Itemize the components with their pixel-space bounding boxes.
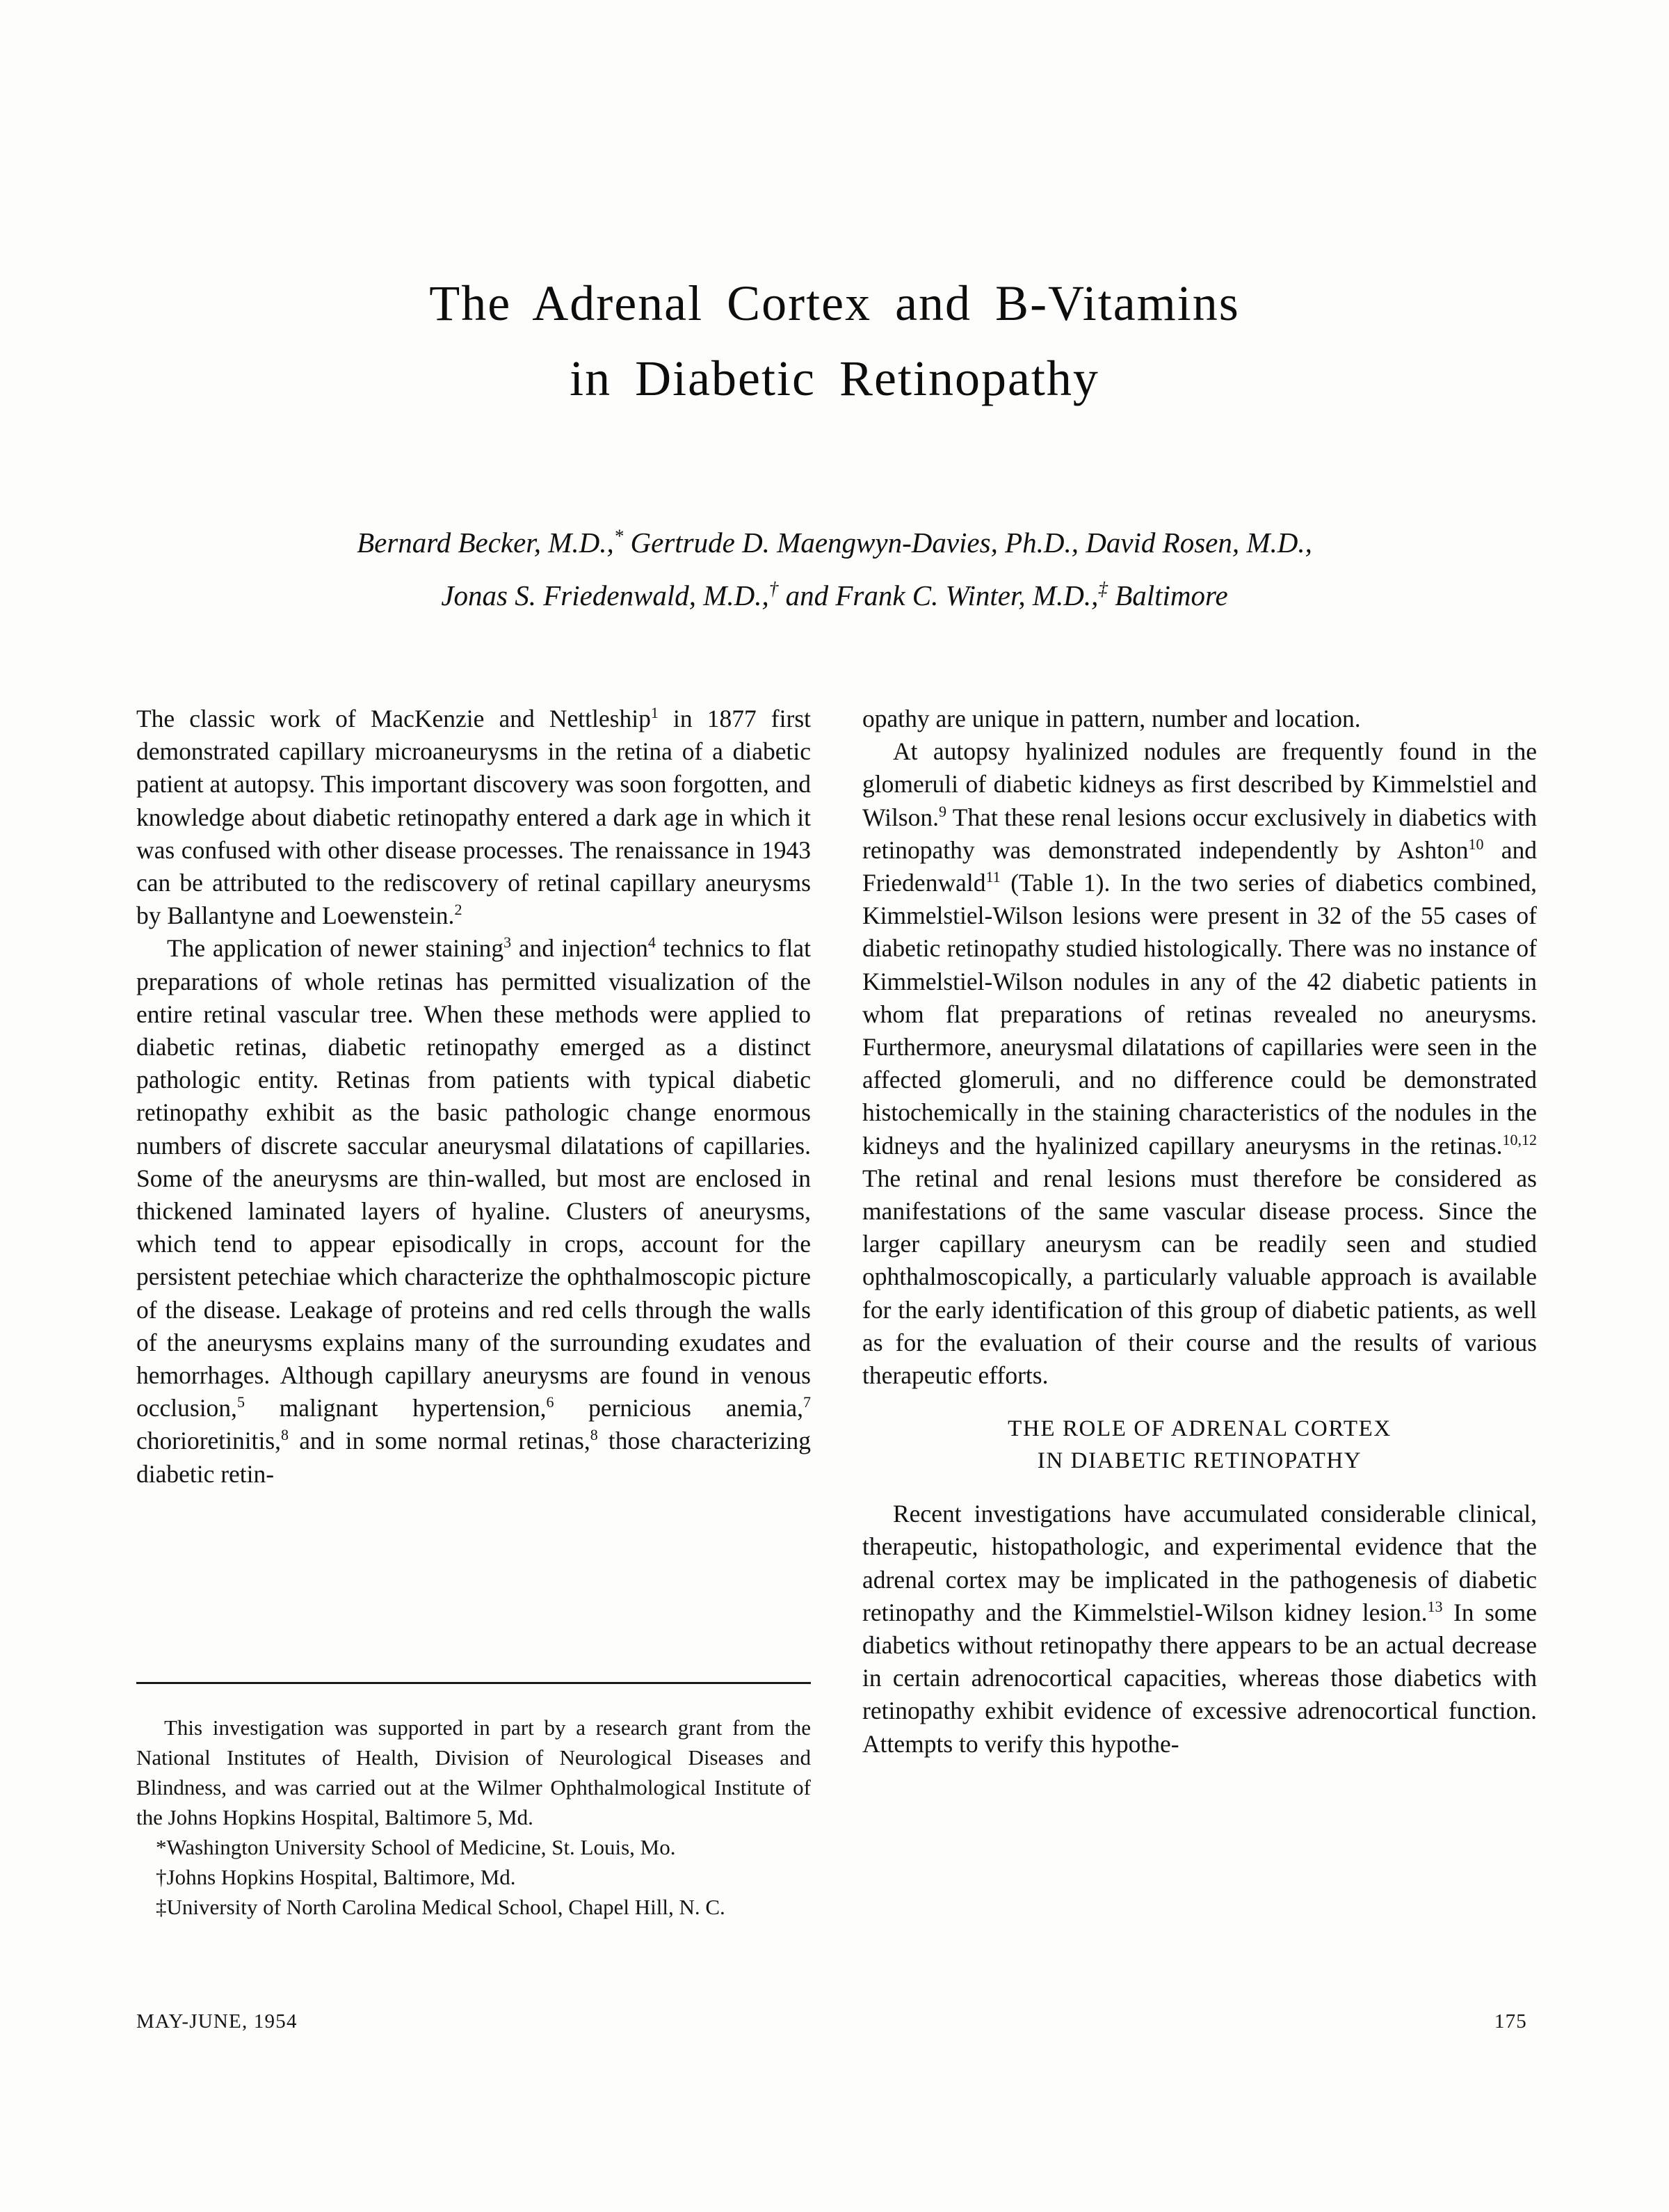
reference-marker-2: 2	[454, 901, 462, 919]
body-column-left	[136, 703, 811, 1491]
footer-page-number: 175	[1494, 2010, 1527, 2033]
para3-text-e: The retinal and renal lesions must therefore be considered as manifestations of the same vascular disease process. Since the larger capillary aneurysm can be readily seen and studied ophthalmoscopically, a particularly valuable approach is available for the early identification of this group of diabetic patients, as well as for the evaluation of their course and the results of various therapeutic efforts.	[862, 1164, 1537, 1390]
para3-text-d: (Table 1). In the two series of diabetics combined, Kimmelstiel-Wilson lesions were present in 32 of the 55 cases of diabetic retinopathy studied histologically. There was no instance of Kimmelstiel-Wilson nodules in any of the 42 diabetic patients in whom flat preparations of retinas revealed no aneurysms. Furthermore, aneurysmal dilatations of capillaries were seen in the affected glomeruli, and no difference could be demonstrated histochemically in the staining characteristics of the nodules in the kidneys and the hyalinized capillary aneurysms in the retinas.	[862, 869, 1537, 1160]
footnote-block	[136, 1713, 811, 1922]
section-heading-adrenal-cortex	[862, 1413, 1537, 1477]
body-column-right	[862, 703, 1537, 1761]
footnote-divider-rule	[136, 1682, 811, 1684]
reference-marker-7: 7	[803, 1393, 811, 1411]
paragraph-4	[862, 1498, 1537, 1761]
para2-text-g: and in some normal retinas,	[289, 1427, 590, 1455]
footnote-ddagger: ‡University of North Carolina Medical School, Chapel Hill, N. C.	[156, 1895, 725, 1919]
reference-marker-8: 8	[281, 1426, 289, 1444]
paragraph-2	[136, 932, 811, 1490]
footer-issue-date: MAY-JUNE, 1954	[136, 2010, 298, 2033]
para2-text-d: malignant hypertension,	[244, 1394, 547, 1422]
para3-text-c: and Friedenwald	[862, 835, 1537, 897]
para2-text-c: technics to flat preparations of whole retinas has permitted visualization of the entire retinal vascular tree. When these methods were applied to diabetic retinas, diabetic retinopathy emerged as a distinct pathologic entity. Retinas from patients with typical diabetic retinopathy exhibit as the basic pathologic change enormous numbers of discrete saccular aneurysmal dilatations of capillaries. Some of the aneurysms are thin-walled, but most are enclosed in thickened laminated layers of hyaline. Clusters of aneurysms, which tend to appear episodically in crops, account for the persistent petechiae which characterize the ophthalmoscopic picture of the disease. Leakage of proteins and red cells through the walls of the aneurysms explains many of the surrounding exudates and hemorrhages. Although capillary aneurysms are found in venous occlusion,	[136, 934, 811, 1422]
reference-marker-3: 3	[503, 933, 512, 952]
paragraph-2-continuation: opathy are unique in pattern, number and location.	[862, 705, 1361, 732]
author-city: Baltimore	[1107, 579, 1228, 611]
reference-marker-8b: 8	[590, 1426, 598, 1444]
author-line-1	[125, 516, 1544, 569]
para2-text-e: pernicious anemia,	[554, 1394, 803, 1422]
author-names-rest-1: Gertrude D. Maengwyn-Davies, Ph.D., David Rosen, M.D.,	[623, 527, 1312, 559]
reference-marker-5: 5	[236, 1393, 245, 1411]
reference-marker-10: 10	[1468, 835, 1484, 853]
para3-text-a: At autopsy hyalinized nodules are frequently found in the glomeruli of diabetic kidneys as first described by Kimmelstiel and Wilson.	[862, 737, 1537, 831]
paragraph-1	[136, 703, 811, 932]
footnote-grant: This investigation was supported in part by a research grant from the National Institutes of Health, Division of Neurological Diseases and Blindness, and was carried out at the Wilmer Ophthalmological Institute of the Johns Hopkins Hospital, Baltimore 5, Md.	[136, 1715, 811, 1829]
para1-text-a: The classic work of MacKenzie and Nettleship	[136, 705, 651, 732]
para1-text-b: in 1877 first demonstrated capillary microaneurysms in the retina of a diabetic patient at autopsy. This important discovery was soon forgotten, and knowledge about diabetic retinopathy entered a dark age in which it was confused with other disease processes. The renaissance in 1943 can be attributed to the rediscovery of retinal capillary aneurysms by Ballantyne and Loewenstein.	[136, 705, 811, 930]
reference-marker-4: 4	[647, 933, 656, 952]
reference-marker-10-12: 10,12	[1502, 1130, 1537, 1148]
para4-text-b: In some diabetics without retinopathy there appears to be an actual decrease in certain adrenocortical capacities, whereas those diabetics with retinopathy exhibit evidence of excessive adrenocortical function. Attempts to verify this hypothe-	[862, 1598, 1537, 1758]
para2-text-a: The application of newer staining	[167, 934, 504, 963]
author-footnote-mark-ddagger: ‡	[1098, 578, 1108, 600]
section-heading-line-1: THE ROLE OF ADRENAL CORTEX	[1008, 1416, 1392, 1442]
section-heading-line-2: IN DIABETIC RETINOPATHY	[1037, 1448, 1362, 1474]
author-footnote-mark-star: *	[613, 525, 624, 547]
paragraph-3	[862, 735, 1537, 1392]
para4-text-a: Recent investigations have accumulated considerable clinical, therapeutic, histopathologic, and experimental evidence that the adrenal cortex may be implicated in the pathogenesis of diabetic retinopathy and the Kimmelstiel-Wilson kidney lesion.	[862, 1500, 1537, 1626]
author-byline	[125, 516, 1544, 622]
author-footnote-mark-dagger: †	[768, 578, 779, 600]
author-line-2	[125, 569, 1544, 622]
author-name-winter: and Frank C. Winter, M.D.,	[778, 579, 1099, 611]
reference-marker-13: 13	[1427, 1598, 1443, 1616]
para2-text-b: and injection	[511, 934, 648, 963]
footnote-star: *Washington University School of Medicine, St. Louis, Mo.	[156, 1835, 676, 1859]
reference-marker-11: 11	[985, 868, 1001, 886]
author-name-becker: Bernard Becker, M.D.,	[357, 527, 614, 559]
reference-marker-6: 6	[546, 1393, 554, 1411]
page-title	[139, 266, 1530, 416]
para2-text-f: chorioretinitis,	[136, 1427, 282, 1455]
para2-text-h: those characterizing diabetic retin-	[136, 1427, 811, 1488]
reference-marker-1: 1	[650, 704, 659, 722]
author-name-friedenwald: Jonas S. Friedenwald, M.D.,	[441, 579, 769, 611]
title-line-2: in Diabetic Retinopathy	[570, 351, 1099, 406]
title-line-1: The Adrenal Cortex and B-Vitamins	[429, 275, 1240, 331]
page-footer	[136, 2010, 1527, 2042]
reference-marker-9: 9	[939, 802, 947, 820]
footnote-dagger: †Johns Hopkins Hospital, Baltimore, Md.	[156, 1865, 516, 1889]
para3-text-b: That these renal lesions occur exclusively in diabetics with retinopathy was demonstrated independently by Ashton	[862, 803, 1537, 864]
